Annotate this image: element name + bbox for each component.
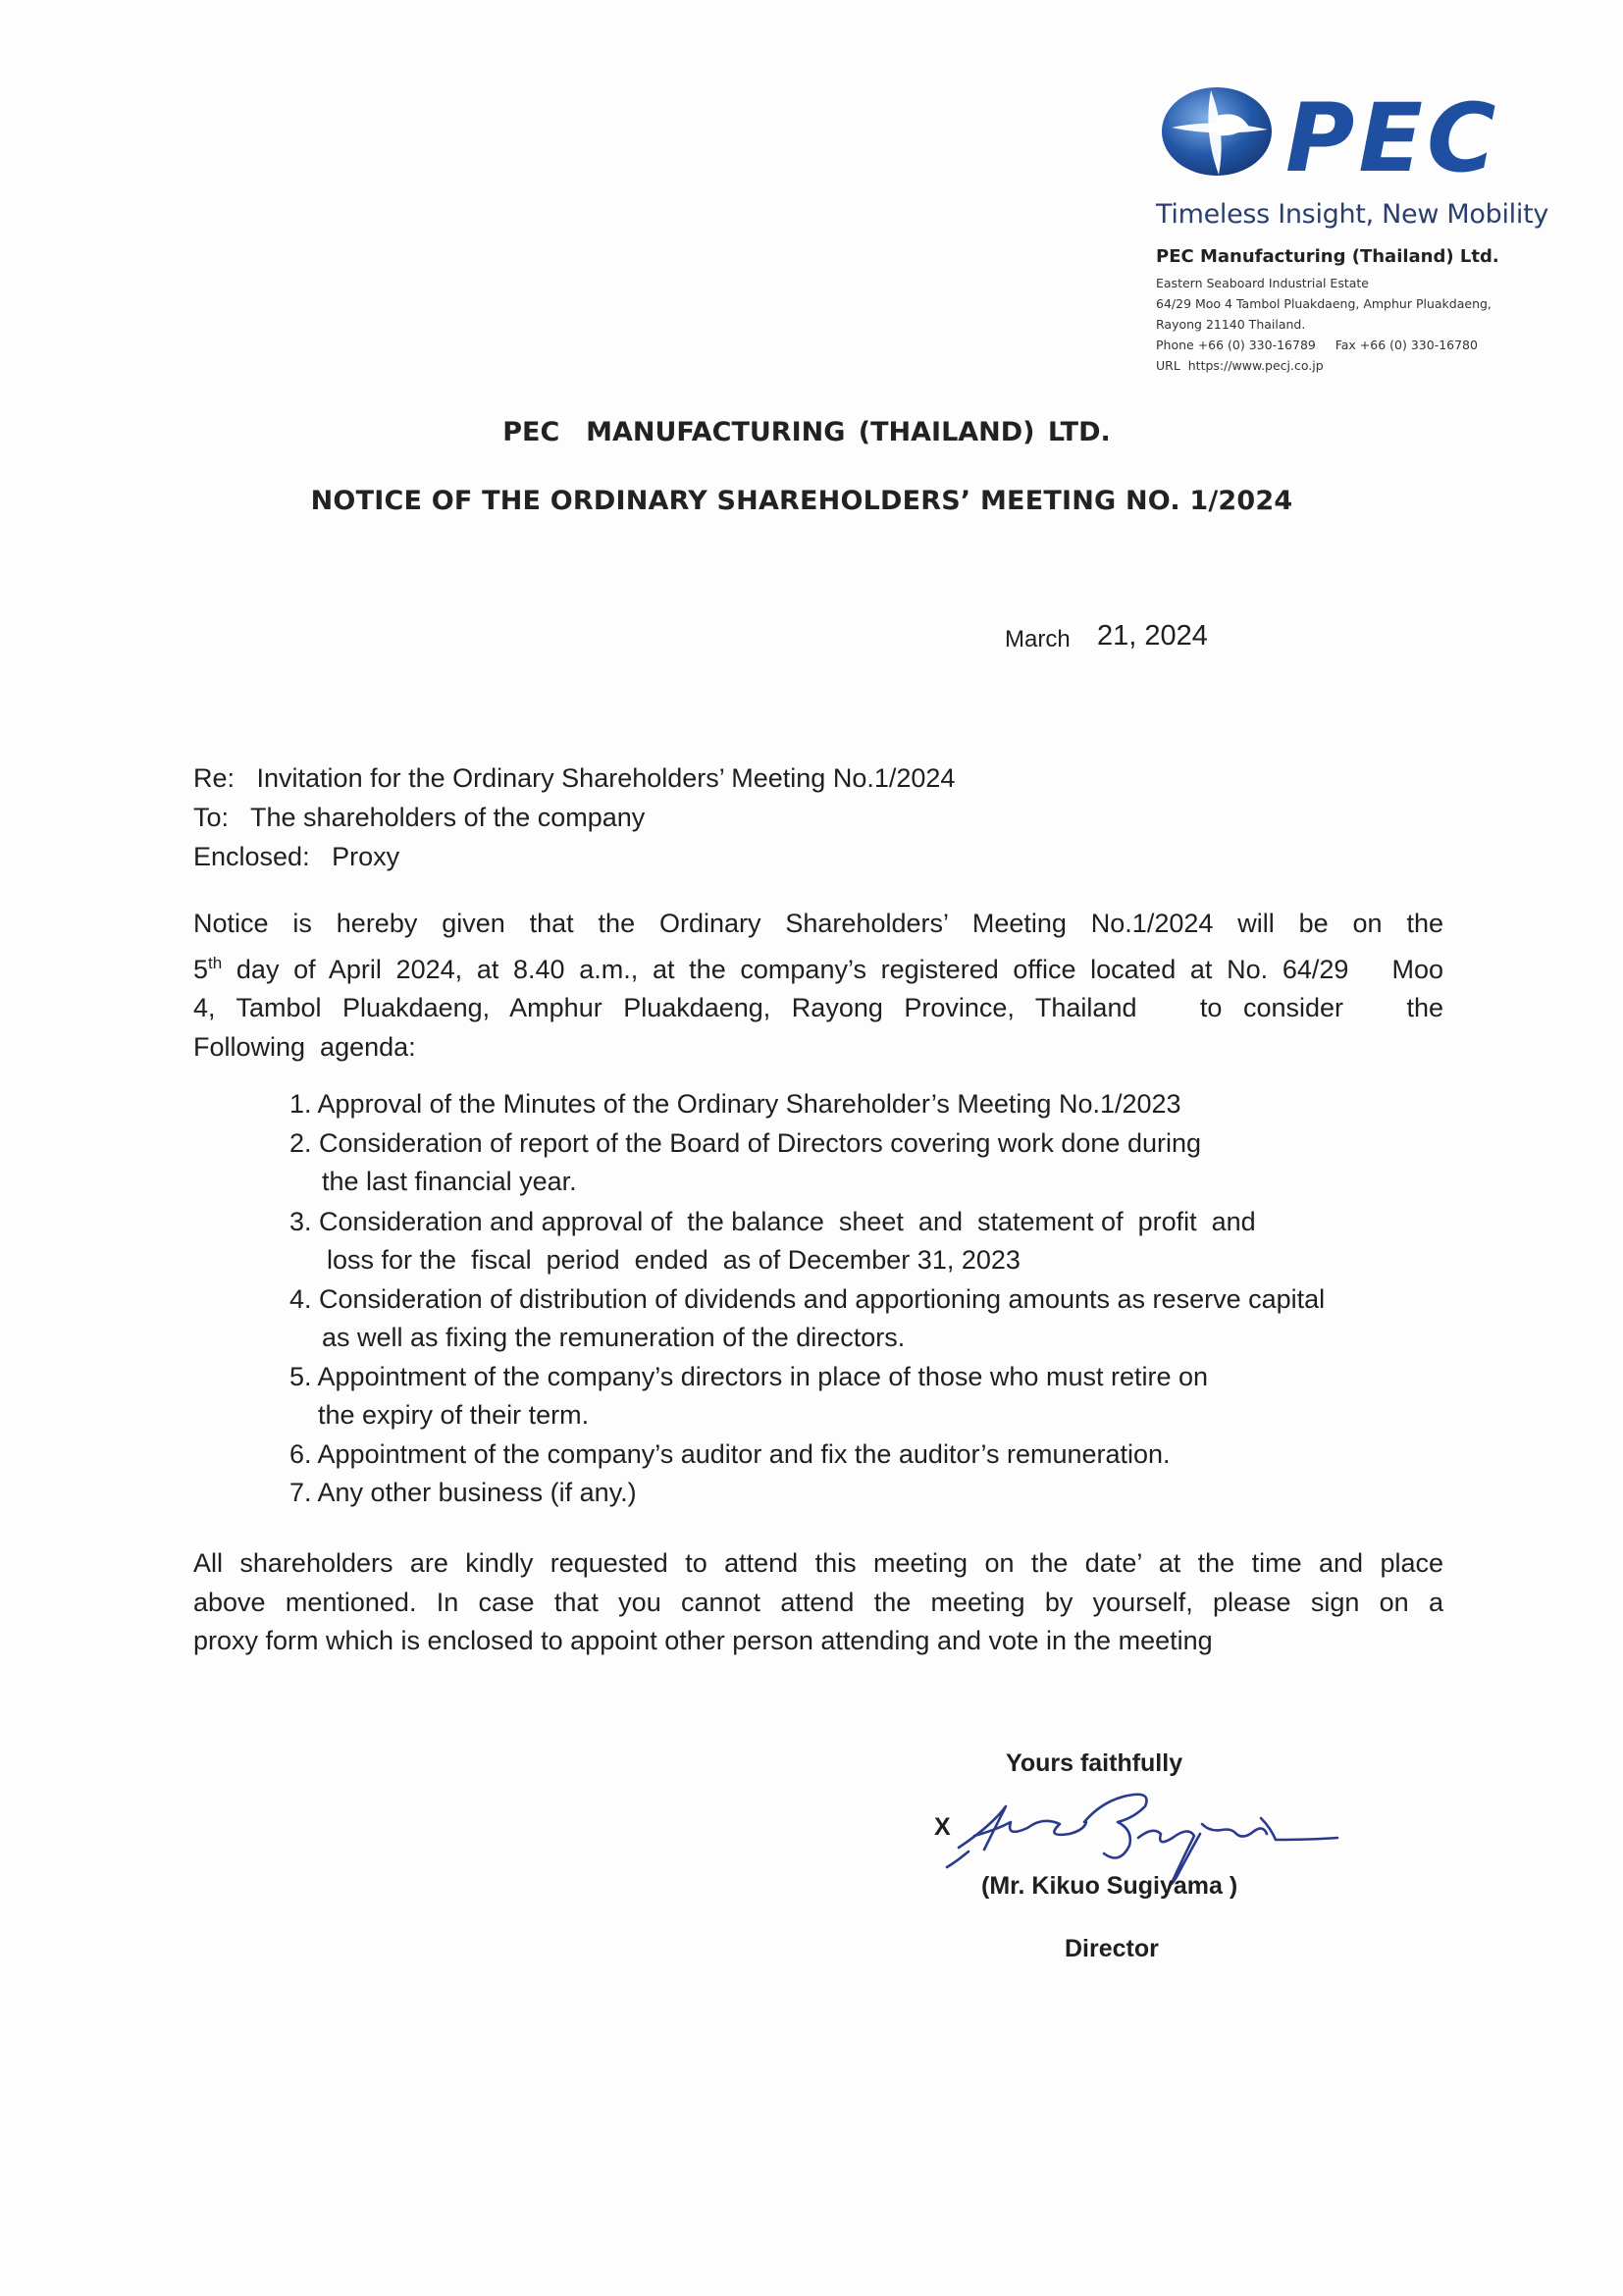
agenda-item-6: 6. Appointment of the company’s auditor and fix the auditor’s remuneration. [289, 1439, 1171, 1469]
intro-paragraph [193, 905, 1443, 1067]
letterhead-address-line: Rayong 21140 Thailand. [1156, 317, 1306, 332]
agenda-item-5: 5. Appointment of the company’s directors in place of those who must retire on [289, 1362, 1209, 1391]
agenda-item-7: 7. Any other business (if any.) [289, 1478, 637, 1507]
date-day-year: 21, 2024 [1097, 620, 1208, 652]
letterhead-company-name: PEC Manufacturing (Thailand) Ltd. [1156, 246, 1499, 267]
intro-line: Following agenda: [193, 1031, 416, 1062]
signatory-name: (Mr. Kikuo Sugiyama ) [981, 1872, 1238, 1900]
to-line: To: The shareholders of the company [193, 803, 646, 832]
document-notice-title: NOTICE OF THE ORDINARY SHAREHOLDERS’ MEETING NO. 1/2024 [310, 486, 1293, 516]
agenda-item-2: 2. Consideration of report of the Board of Directors covering work done during [289, 1128, 1201, 1158]
intro-day-suffix: th [208, 953, 223, 972]
letterhead-phone-fax: Phone +66 (0) 330-16789 Fax +66 (0) 330-16780 [1156, 338, 1478, 352]
closing-line: All shareholders are kindly requested to attend this meeting on the date’ at the time and place [193, 1548, 1443, 1578]
closing-line: proxy form which is enclosed to appoint other person attending and vote in the meeting [193, 1626, 1213, 1655]
intro-line-rest: day of April 2024, at 8.40 a.m., at the company’s registered office located at No. 64/29 Moo [222, 954, 1443, 984]
closing-paragraph [193, 1544, 1443, 1661]
re-line: Re: Invitation for the Ordinary Shareholders’ Meeting No.1/2024 [193, 763, 956, 793]
intro-line: 4, Tambol Pluakdaeng, Amphur Pluakdaeng, Rayong Province, Thailand to consider the [193, 993, 1443, 1022]
agenda-item-4-cont: as well as fixing the remuneration of the directors. [322, 1323, 906, 1352]
intro-line [193, 944, 1443, 990]
signature-x-mark: X [934, 1813, 951, 1841]
letterhead-address-line: Eastern Seaboard Industrial Estate [1156, 276, 1369, 290]
pec-logo [1158, 80, 1545, 188]
agenda-item-2-cont: the last financial year. [322, 1167, 577, 1196]
agenda-item-3-cont: loss for the fiscal period ended as of December 31, 2023 [327, 1245, 1021, 1275]
intro-line: Notice is hereby given that the Ordinary Shareholders’ Meeting No.1/2024 will be on the [193, 909, 1443, 938]
document-company-title: PEC MANUFACTURING (THAILAND) LTD. [502, 417, 1111, 447]
svg-text:PEC: PEC [1285, 83, 1500, 188]
letterhead-url: URL https://www.pecj.co.jp [1156, 358, 1324, 373]
agenda-item-5-cont: the expiry of their term. [318, 1400, 590, 1430]
date-month: March [1005, 626, 1071, 652]
enclosed-line: Enclosed: Proxy [193, 842, 400, 871]
letterhead-address-line: 64/29 Moo 4 Tambol Pluakdaeng, Amphur Pluakdaeng, [1156, 296, 1492, 311]
intro-day: 5 [193, 954, 209, 984]
agenda-item-1: 1. Approval of the Minutes of the Ordinary Shareholder’s Meeting No.1/2023 [289, 1089, 1181, 1119]
agenda-item-3: 3. Consideration and approval of the balance sheet and statement of profit and [289, 1207, 1256, 1236]
closing-line: above mentioned. In case that you cannot attend the meeting by yourself, please sign on a [193, 1587, 1443, 1617]
salutation: Yours faithfully [1006, 1749, 1183, 1777]
agenda-item-4: 4. Consideration of distribution of dividends and apportioning amounts as reserve capital [289, 1284, 1326, 1314]
signatory-position: Director [1065, 1935, 1159, 1962]
company-slogan: Timeless Insight, New Mobility [1156, 199, 1549, 230]
